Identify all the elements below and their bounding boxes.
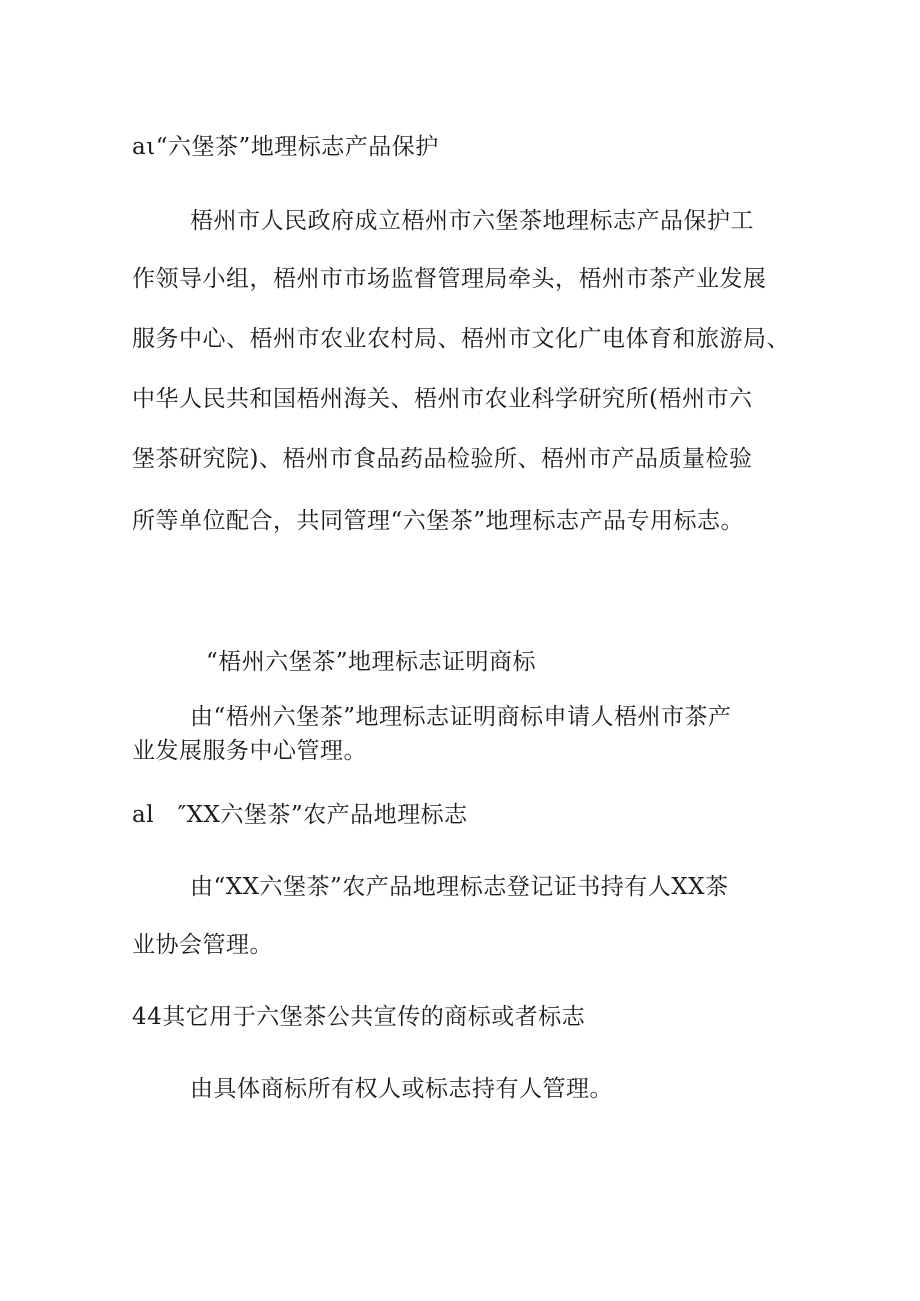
paragraph-line: 业协会管理。 <box>132 932 273 958</box>
paragraph-line: 中华人民共和国梧州海关、梧州市农业科学研究所(梧州市六 <box>132 386 753 412</box>
section-heading-certification-trademark: “梧州六堡茶”地理标志证明商标 <box>206 649 537 675</box>
section-heading-other-marks: 44其它用于六堡茶公共宣传的商标或者标志 <box>132 1004 586 1030</box>
paragraph-line: 所等单位配合，共同管理“六堡茶”地理标志产品专用标志。 <box>132 508 745 534</box>
paragraph-line: 堡茶研究院)、梧州市食品药品检验所、梧州市产品质量检验 <box>132 446 753 472</box>
section-heading-agri-geo-indication: al ″XX六堡茶”农产品地理标志 <box>132 802 468 828</box>
paragraph-line: 梧州市人民政府成立梧州市六堡茶地理标志产品保护工 <box>190 208 754 234</box>
paragraph-line: 由具体商标所有权人或标志持有人管理。 <box>190 1076 613 1102</box>
paragraph-line: 由“XX六堡茶”农产品地理标志登记证书持有人XX茶 <box>190 874 729 900</box>
paragraph-line: 业发展服务中心管理。 <box>132 738 367 764</box>
paragraph-line: 由“梧州六堡茶”地理标志证明商标申请人梧州市茶产 <box>190 704 732 730</box>
paragraph-line: 作领导小组，梧州市市场监督管理局牵头，梧州市茶产业发展 <box>132 266 767 292</box>
section-heading-geo-product-protection: aι“六堡茶”地理标志产品保护 <box>132 134 439 160</box>
paragraph-line: 服务中心、梧州市农业农村局、梧州市文化广电体育和旅游局、 <box>132 326 790 352</box>
